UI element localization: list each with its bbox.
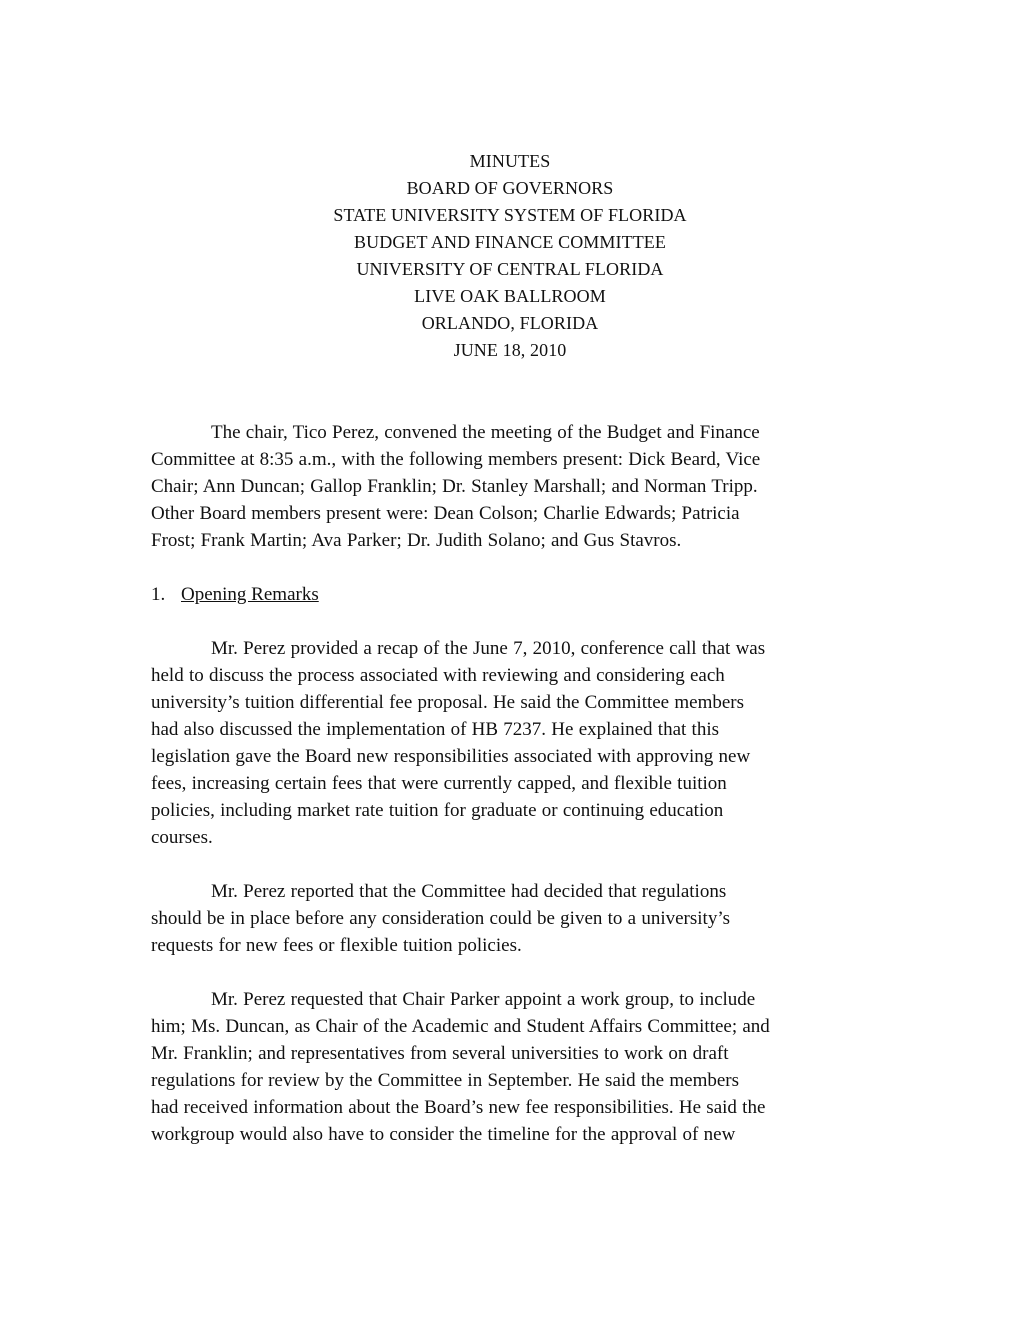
text-line: Mr. Perez provided a recap of the June 7, 2010, conference call that was xyxy=(211,638,766,659)
text-line: fees, increasing certain fees that were currently capped, and flexible tuition xyxy=(151,773,727,794)
intro-paragraph xyxy=(151,419,871,554)
text-line: him; Ms. Duncan, as Chair of the Academic and Student Affairs Committee; and xyxy=(151,1016,770,1037)
text-line: courses. xyxy=(151,827,213,848)
text-line: had received information about the Board’s new fee responsibilities. He said the xyxy=(151,1097,766,1118)
header-line: BUDGET AND FINANCE COMMITTEE xyxy=(354,232,666,252)
text-line: Other Board members present were: Dean Colson; Charlie Edwards; Patricia xyxy=(151,503,740,524)
document-header xyxy=(0,148,1020,364)
header-line: BOARD OF GOVERNORS xyxy=(406,178,614,198)
paragraph-regulations xyxy=(151,878,871,959)
document-body xyxy=(151,419,871,1175)
paragraph-work-group xyxy=(151,986,871,1148)
text-line: university’s tuition differential fee proposal. He said the Committee members xyxy=(151,692,745,713)
text-line: Mr. Franklin; and representatives from several universities to work on draft xyxy=(151,1043,729,1064)
text-line: Committee at 8:35 a.m., with the following members present: Dick Beard, Vice xyxy=(151,449,761,470)
text-line: held to discuss the process associated with reviewing and considering each xyxy=(151,665,725,686)
text-line: regulations for review by the Committee in September. He said the members xyxy=(151,1070,740,1091)
header-line: JUNE 18, 2010 xyxy=(453,340,567,360)
paragraph-recap xyxy=(151,635,871,851)
text-line: had also discussed the implementation of HB 7237. He explained that this xyxy=(151,719,720,740)
text-line: workgroup would also have to consider the timeline for the approval of new xyxy=(151,1124,736,1145)
text-line: Chair; Ann Duncan; Gallop Franklin; Dr. Stanley Marshall; and Norman Tripp. xyxy=(151,476,758,497)
text-line: legislation gave the Board new responsibilities associated with approving new xyxy=(151,746,751,767)
section-title: Opening Remarks xyxy=(181,584,319,605)
text-line: The chair, Tico Perez, convened the meeting of the Budget and Finance xyxy=(211,422,760,443)
text-line: Mr. Perez reported that the Committee had decided that regulations xyxy=(211,881,727,902)
header-line: UNIVERSITY OF CENTRAL FLORIDA xyxy=(356,259,664,279)
header-line: ORLANDO, FLORIDA xyxy=(421,313,599,333)
section-heading-opening-remarks xyxy=(151,581,871,608)
section-number: 1. xyxy=(151,584,166,605)
text-line: policies, including market rate tuition for graduate or continuing education xyxy=(151,800,724,821)
header-line: STATE UNIVERSITY SYSTEM OF FLORIDA xyxy=(333,205,687,225)
text-line: should be in place before any consideration could be given to a university’s xyxy=(151,908,731,929)
text-line: Frost; Frank Martin; Ava Parker; Dr. Judith Solano; and Gus Stavros. xyxy=(151,530,682,551)
header-line: LIVE OAK BALLROOM xyxy=(414,286,606,306)
text-line: requests for new fees or flexible tuition policies. xyxy=(151,935,522,956)
text-line: Mr. Perez requested that Chair Parker appoint a work group, to include xyxy=(211,989,756,1010)
header-line: MINUTES xyxy=(469,151,551,171)
